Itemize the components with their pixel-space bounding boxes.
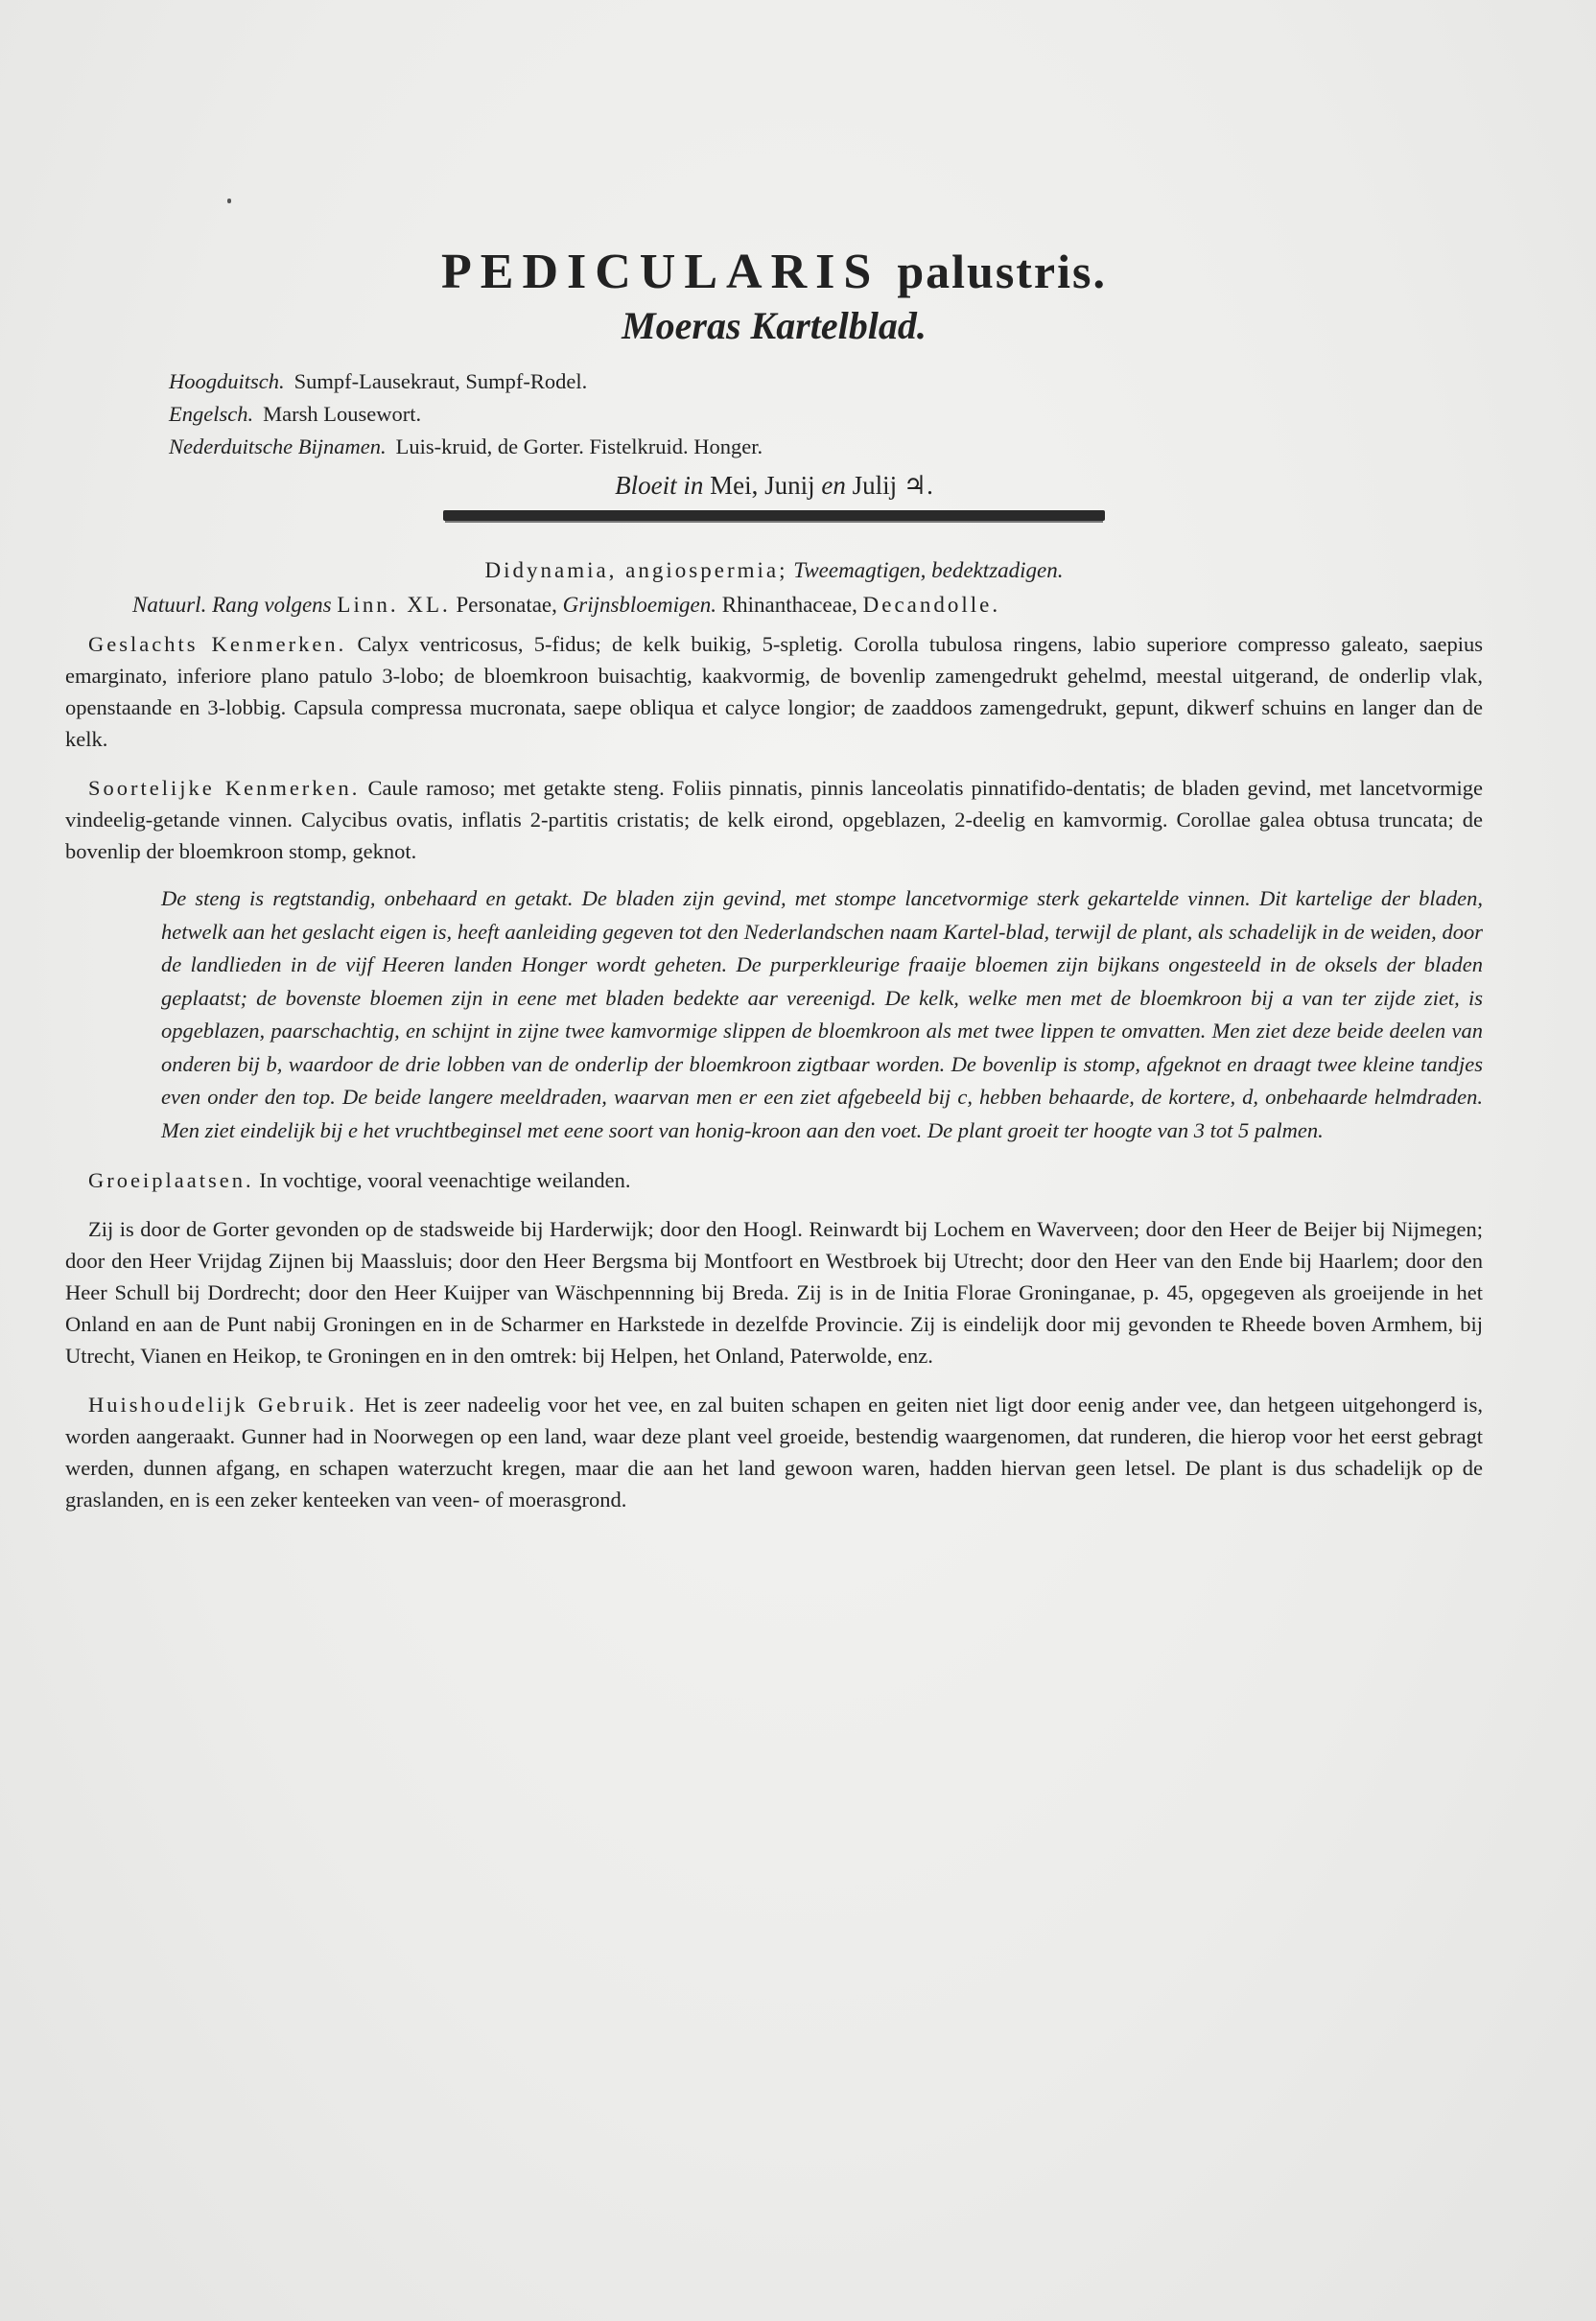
- divider-rule: [443, 510, 1105, 521]
- classification-line-2: Natuurl. Rang volgens Linn. XL. Personatae, Grijnsbloemigen. Rhinanthaceae, Decandolle.: [132, 593, 1001, 618]
- name-line-dutch: Nederduitsche Bijnamen. Luis-kruid, de Gorter. Fistelkruid. Honger.: [169, 434, 763, 459]
- genus-name: PEDICULARIS: [441, 245, 880, 299]
- dutch-common-name: Moeras Kartelblad.: [622, 304, 927, 348]
- section-heading: Groeiplaatsen.: [88, 1168, 254, 1193]
- section-heading: Soortelijke Kenmerken.: [88, 776, 361, 801]
- species-title: [65, 245, 1483, 299]
- ink-speck: [227, 199, 231, 203]
- section-heading: Geslachts Kenmerken.: [88, 632, 347, 657]
- generic-characters: Geslachts Kenmerken. Calyx ventricosus, 5-fidus; de kelk buikig, 5-spletig. Corolla tubulosa ringens, labio superiore compresso galeato, saepius emarginato, inferiore plano patulo 3-lobo; de bloemkroon buisachtig, kaakvormig, de bovenlip zamengedrukt gehelmd, meestal uitgerand, de onderlip vlak, openstaande en 3-lobbig. Capsula compressa mucronata, saepe obliqua et calyce longior; de zaaddoos zamengedrukt, gepunt, dikwerf schuins en langer dan de kelk.: [65, 632, 1484, 752]
- name-line-german: Hoogduitsch. Sumpf-Lausekraut, Sumpf-Rodel.: [169, 369, 588, 394]
- section-heading: Huishoudelijk Gebruik.: [88, 1393, 358, 1418]
- vernacular-names: [169, 365, 1483, 463]
- habitat-section: Groeiplaatsen. In vochtige, vooral veenachtige weilanden.: [88, 1168, 631, 1193]
- classification: [65, 553, 1483, 622]
- locations-paragraph: Zij is door de Gorter gevonden op de stadsweide bij Harderwijk; door den Hoogl. Reinwardt bij Lochem en Waverveen; door den Heer de Beijer bij Nijmegen; door den Heer Vrijdag Zijnen bij Maassluis; door den Heer Bergsma bij Montfoort en Westbroek bij Utrecht; door den Heer van den Ende bij Haarlem; door den Heer Schull bij Dordrecht; door den Heer Kuijper van Wäschpennning bij Breda. Zij is in de Initia Florae Groninganae, p. 45, opgegeven als groeijende in het Onland en aan de Punt nabij Groningen en in de Scharmer en Harkstede in dezelfde Provincie. Zij is eindelijk door mij gevonden te Rheede boven Armhem, bij Utrecht, Vianen en Heikop, te Groningen en in den omtrek: bij Helpen, het Onland, Paterwolde, enz.: [65, 1217, 1483, 1369]
- usage-section: Huishoudelijk Gebruik. Het is zeer nadeelig voor het vee, en zal buiten schapen en geiten niet ligt door eenig ander vee, dan hetgeen uitgehongerd is, worden aangeraakt. Gunner had in Noorwegen op een land, waar deze plant veel groeide, bestendig waargenomen, dat runderen, die hierop voor het eerst gebragt werden, dunnen afgang, en schapen waterzucht kregen, maar die aan het land gewoon waren, hadden hiervan geen letsel. De plant is dus schadelijk op de graslanden, en is een zeker kenteeken van veen- of moerasgrond.: [65, 1393, 1484, 1512]
- specific-characters: Soortelijke Kenmerken. Caule ramoso; met getakte steng. Foliis pinnatis, pinnis lanceolatis pinnatifido-dentatis; de bladen gevind, met lancetvormige vindeelig-getande vinnen. Calycibus ovatis, inflatis 2-partitis cristatis; de kelk eirond, opgeblazen, 2-deelig en kamvormig. Corollae galea obtusa truncata; de bovenlip der bloemkroon stomp, geknot.: [65, 776, 1484, 864]
- description-paragraph: De steng is regtstandig, onbehaard en getakt. De bladen zijn gevind, met stompe lancetvormige sterk gekartelde vinnen. Dit kartelige der bladen, hetwelk aan het geslacht eigen is, heeft aanleiding gegeven tot den Nederlandschen naam Kartel-blad, terwijl de plant, als schadelijk in de weiden, door de landlieden in de vijf Heeren landen Honger wordt geheten. De purperkleurige fraaije bloemen zijn bijkans ongesteeld in de oksels der bladen geplaatst; de bovenste bloemen zijn in eene met bladen bedekte aar vereenigd. De kelk, welke men met de bloemkroon bij a van ter zijde ziet, is opgeblazen, paarschachtig, en schijnt in zijne twee kamvormige slippen de bloemkroon als met twee lippen te omvatten. Men ziet deze beide deelen van onderen bij b, waardoor de drie lobben van de onderlip der bloemkroon zigtbaar worden. De bovenlip is stomp, afgeknot en draagt twee kleine tandjes even onder den top. De beide langere meeldraden, waarvan men er een ziet afgebeeld bij c, hebben behaarde, de kortere, d, onbehaarde helmdraden. Men ziet eindelijk bij e het vruchtbeginsel met eene soort van honig-kroon aan den voet. De plant groeit ter hoogte van 3 tot 5 palmen.: [161, 886, 1483, 1142]
- species-name: palustris.: [897, 245, 1107, 298]
- name-line-english: Engelsch. Marsh Lousewort.: [169, 402, 422, 427]
- bloom-period: Bloeit in Mei, Junij en Julij ♃.: [615, 471, 933, 501]
- classification-line-1: Didynamia, angiospermia; Tweemagtigen, bedektzadigen.: [484, 558, 1064, 583]
